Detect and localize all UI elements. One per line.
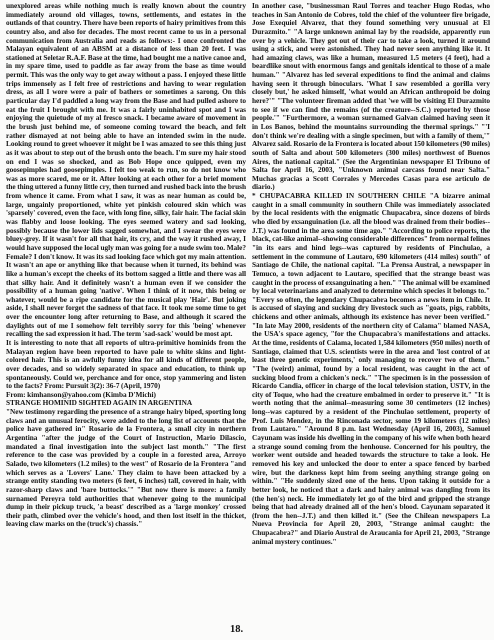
- page-number: 18.: [230, 624, 244, 635]
- article-headline: STRANGE HOMINID SIGHTED AGAIN IN ARGENTINA: [6, 398, 193, 408]
- email-source-line: From: kimhanson@yahoo.com (Kimba D'Michi): [6, 389, 156, 399]
- right-column: [252, 2, 490, 628]
- malaya-encounter-paragraph: unexplored areas while nothing much is really known about the country immediately around old villages, towns, settlements, and estates in the outlands of that country. There have been reports of hairy primitives from this country also, and also for decades. The most recent came to us in a personal communication from Australia and reads as follows:- I once confronted the Malayan equivalent of an ABSM at a distance of less than 20 feet. I was stationed at Seletar R.A.F. Base at the time, had bought me a native canoe and, in my spare time, used to paddle as far away from the base as time would permit. This was the only way to get away without a pass. I enjoyed these little trips immensely as I felt free of restrictions and having to wear regulation dress, as all I wore were a pair of bathers or sometimes a sarong. On this particular day I'd paddled a long way from the Base and had pulled ashore to eat the fruit I brought with me. It was a fairly uninhabited spot and I was enjoying the quietude of my al fresco snack. I became aware of movement in the brush just behind me, of someone coming toward the beach, and felt rather dismayed at not being able to have an intended swim in the nude. Looking round to greet whoever it might be I was amazed to see this thing just as it was about to step out of the brush onto the beach. I'm sure my hair stood on end I was so shocked, and as Bob Hope once quipped, even my goosepimples had goosepimples. I felt too weak to run, so do not know who was as more scared, me or it. After looking at each other for a brief moment the thing uttered a funny little cry, then turned and rushed back into the brush from whence it came. From what I saw, it was as near human as could be, large, ungainly proportioned, white yet pinkish coloured skin which was 'sparsely' covered, even the face, with long fine, silky, fair hair. The facial skin was flabby and loose looking. The eyes seemed watery and sad looking, possibly because the lower lids sagged somewhat, and I swear the eyes were bluey-grey. If it wasn't for all that hair, its cry, and the way it rushed away, I would have supposed the local ugly man was going for a nude swim too. Male? Female? I don't know. It was its sad looking face which got my main attention. It wasn't an ape or anything like that because when it turned, its behind was like a human's except the cheeks of its bottom sagged a little and there was all that silky hair. And it definitely wasn't a human even if we consider the possibility of a human going 'native'. When I think of it now, this being or whatever, would be a ripe candidate for the musical play 'Hair'. But joking aside, I shall never forget the sadness of that face. It took me some time to get over the encounter long after returning to Base, and although it scared the daylights out of me I somehow felt terribly sorry for this 'being' whenever recalling the sad expression it had. The term 'sad-sack' would be most apt.: [6, 2, 246, 339]
- argentina-continuation-paragraph: In another case, "businessman Raul Torres and teacher Hugo Rodas, who teaches in San Antonio de Cobres, told the chief of the volunteer fire brigade, Jose Exequiel Alvarez, that they found something very unusual at El Durazmito." "A large unknown animal lay by the roadside, apparently run over by a vehicle. They got out of their car to take a look, turned it around using a stick, and were astonished. They had never seen anything like it. It had amazing claws, was like a human, measured 1.5 meters (4 feet), had a beardlike snout with enormous fangs and genitals identical to those of a male human." "Alvarez has led several expeditions to find the animal and claims having seen it through binoculars. 'What I saw resembled a gorilla very closely but,' he asked himself, 'what would an African anthropoid be doing here?'" "The volunteer fireman added that 'we will be visiting El Durazmito to see if we can find the remains (of the creature--S.C.) reported by those people.'" "Furthermore, a woman surnamed Galvan claimed having seen it in Los Banos, behind the mountains surrounding the thermal springs." "'I don't think we're dealing with a single specimen, but with a family of them,'" Alvarez said. Rosario de la Frontera is located about 150 kilometers (90 miles) south of Salta and about 500 kilometers (300 miles) northwest of Buenos Aires, the national capital." (See the Argentinian newspaper El Tribuno of Salta for April 16, 2003, "Unknown animal carcass found near Salta." Muchas gracias a Scott Corrales y Mercedes Casas para ese articulo de diario.): [252, 2, 490, 192]
- argentina-article-paragraph: "New testimony regarding the presence of a strange hairy biped, sporting long claws and an unusual ferocity, were added to the long list of accounts that the police have gathered in" Rosario de la Frontera, a small city in northern Argentina "after the judge of the Court of Instruction, Mario Dilascio, mandated a final investigation into the subject last month." "The first reference to the case was provided by a couple in a forested area, Arroyo Salado, two kilometers (1.2 miles) to the west" of Rosario de la Frontera "and which serves as a 'Lovers' Lane.' They claim to have been attacked by a strange entity standing two meters (6 feet, 6 inches) tall, covered in hair, with razor-sharp claws and 'bare buttocks.'" "But now there is more: a family surnamed Pereyra told authorities that whenever going to the municipal dump in their pickup truck, 'a beast' described as a 'large monkey' crossed their path, climbed over the vehicle's hood, and then lost itself in the thicket, leaving claw marks on the (truck's) chassis.": [6, 407, 246, 529]
- chupacabra-chile-paragraph: * CHUPACABRA KILLED IN SOUTHERN CHILE "A bizarre animal caught in a small community in southern Chile was immediately associated by the local residents with the enigmatic Chupacabra, since dozens of birds who died by exsanguination (i.e. all the blood was drained from their bodies--J.T.) was found in the area some time ago." "According to police reports, the black, cat-like animal--showing considerable differences" from normal felines "in its ears and hind legs--was captured by residents of Pinchulao, a settlement in the commune of Lautaro, 690 kilometers (414 miles) south" of Santiago de Chile, the national capital. "La Prensa Austral, a newspaper in Temuco, a town adjacent to Lautaro, specified that the strange beast was caught in the process of exsanguinating a hen." "The animal will be examined by local veterinarians and analyzed to determine which species it belongs to." "Every so often, the legendary Chupacabra becomes a news item in Chile. It is accused of slaying and sucking dry livestock such as "goats, pigs, rabbits, chickens and other animals, although its existence has never been verified." "In late May 2000, residents of the northern city of Calama" blamed NASA, the USA's space agency, "for the Chupacabra's manifestations and attacks. At the time, residents of Calama, located 1,584 kilometers (950 miles) north of Santiago, claimed that U.S. scientists were in the area and 'lost control of at least three genetic experiments,' only managing to recover two of them." "The (weird) animal, found by a local resident, was caught in the act of sucking blood from a chicken's neck." "The specimen is in the possession of Ricardo Candia, officer in charge of the local television station, USTV, in the city of Toque, who had the creature embalmed in order to preserve it." "It is worth noting that the animal--measuring some 30 centimeters (12 inches) long--was captured by a resident of the Pinchulao settlement, property of Prof. Luis Mendez, in the Rinconada sector, some 19 kilometers (12 miles) from Lautaro." "Around 8 p.m. last Wednesday (April 16, 2003), Samuel Cayunam was inside his dwelling in the company of his wife when both heard a strange sound coming from the henhouse. Concerned for his poultry, the worker went outside and headed towards the structure to take a look. He removed his key and unlocked the door to enter a space fenced by barbed wire, but the darkness kept him from seeing anything strange going on within." "He suddenly sized one of the hens. Upon taking it outside for a better look, he noticed that a dark and hairy animal was dangling from its (the hen's) neck. He immediately let go of the bird and gripped the strange being that had already drained all of the hen's blood. Cayunam separated it (from the hen--J.T.) and then killed it." (See the Chilean newspapers La Nueva Provincia for April 20, 2003, "Strange animal caught: the Chupacabra?" and Diario Austral de Araucania for April 21, 2003, "Strange animal mystery continues.": [252, 191, 490, 546]
- left-column: [6, 2, 246, 628]
- hominid-commentary-paragraph: It is interesting to note that all reports of ultra-primitive hominids from the Malayan region have been reported to have pale to white skins and light-colored hair. This is an awfully funny idea for all kinds of different people, over decades, and so widely separated in space and education, to think up spontaneously. Could we, perchance and for once, stop yammering and listen to the facts? From: Pursuit 3(2): 36-7 (April, 1970): [6, 337, 246, 391]
